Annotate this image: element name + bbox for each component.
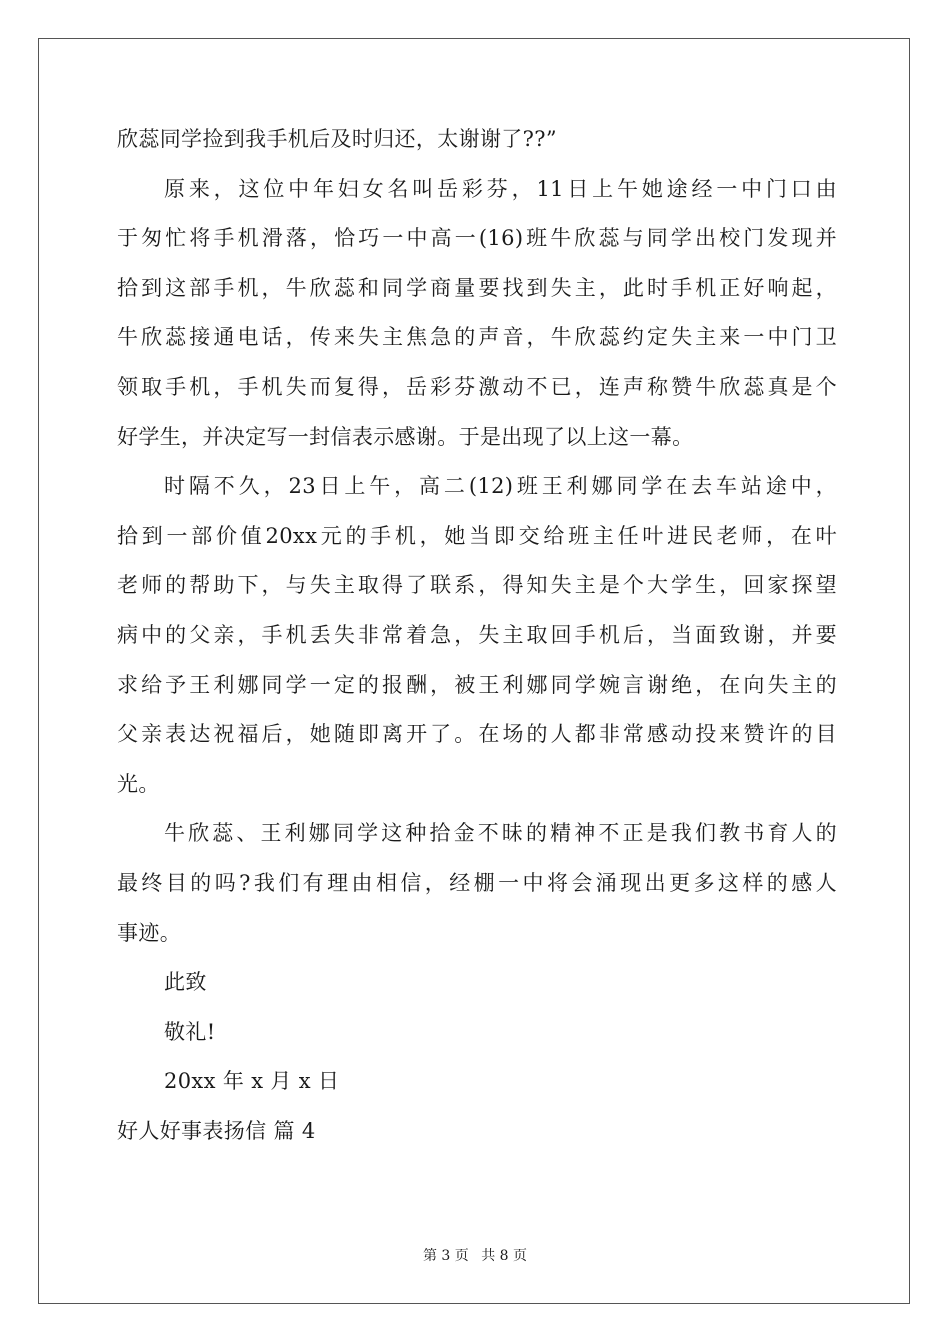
text-line: 此致 [164,970,207,995]
text-line: 20xx 年 x 月 x 日 [164,1069,340,1094]
text-line: 光。 [117,771,160,796]
text-line: 拾到一部价值20xx元的手机，她当即交给班主任叶进民老师，在叶 [117,523,837,548]
text-line: 事迹。 [117,920,182,945]
text-line: 牛欣蕊接通电话，传来失主焦急的声音，牛欣蕊约定失主来一中门卫 [117,325,837,350]
text-line: 拾到这部手机，牛欣蕊和同学商量要找到失主，此时手机正好响起， [117,275,837,300]
text-line: 欣蕊同学捡到我手机后及时归还，太谢谢了??” [117,127,557,151]
text-line: 牛欣蕊、王利娜同学这种拾金不昧的精神不正是我们教书育人的 [164,821,837,846]
text-line: 最终目的吗?我们有理由相信，经棚一中将会涌现出更多这样的感人 [117,870,837,895]
text-line: 病中的父亲，手机丢失非常着急，失主取回手机后，当面致谢，并要 [117,622,837,647]
text-line: 时隔不久，23日上午，高二(12)班王利娜同学在去车站途中， [164,474,837,499]
text-line: 好人好事表扬信 篇 4 [117,1118,316,1143]
text-line: 敬礼! [164,1019,216,1044]
text-line: 求给予王利娜同学一定的报酬，被王利娜同学婉言谢绝，在向失主的 [117,672,837,697]
page-number: 第 3 页 [422,1248,469,1264]
text-line: 原来，这位中年妇女名叫岳彩芬，11日上午她途经一中门口由 [164,176,837,201]
text-line: 于匆忙将手机滑落，恰巧一中高一(16)班牛欣蕊与同学出校门发现并 [117,226,837,251]
text-line: 老师的帮助下，与失主取得了联系，得知失主是个大学生，回家探望 [117,573,837,598]
page-total: 共 8 页 [481,1248,528,1264]
text-line: 领取手机，手机失而复得，岳彩芬激动不已，连声称赞牛欣蕊真是个 [117,374,837,399]
document-body [117,128,837,1169]
text-line: 好学生，并决定写一封信表示感谢。于是出现了以上这一幕。 [117,424,694,449]
page-footer [0,1248,950,1264]
text-line: 父亲表达祝福后，她随即离开了。在场的人都非常感动投来赞许的目 [117,722,837,747]
